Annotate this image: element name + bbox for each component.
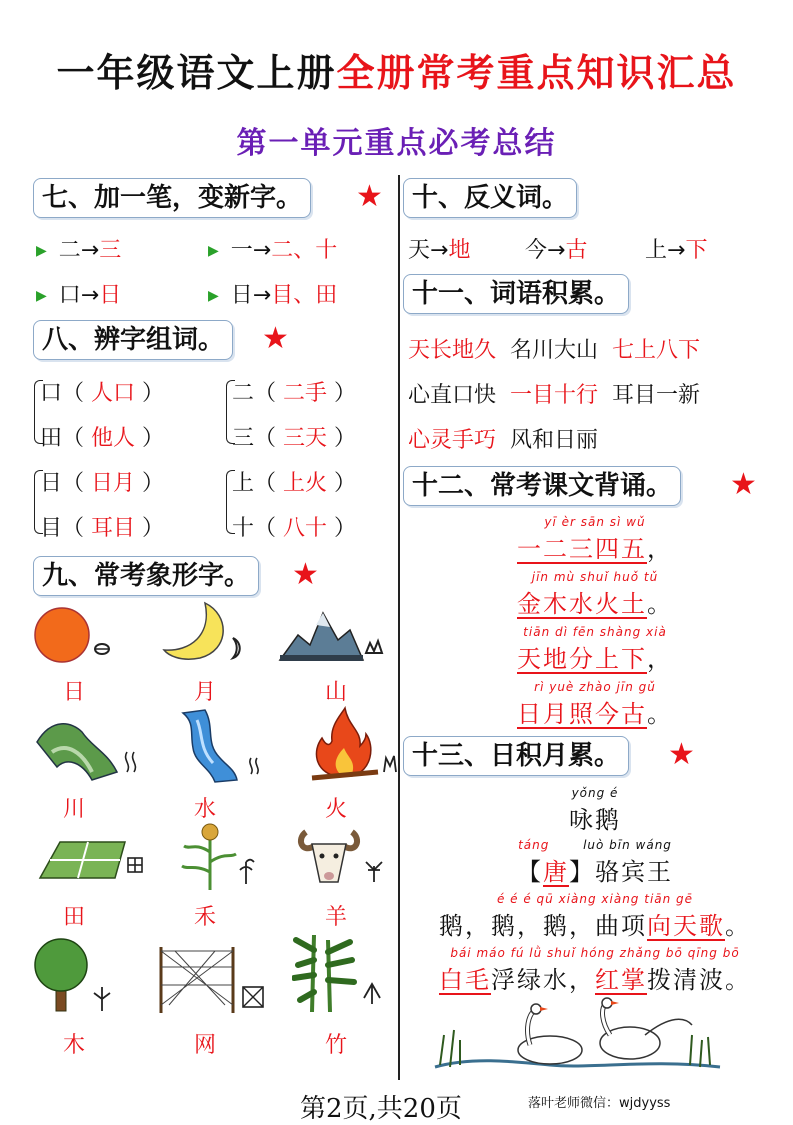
sec8-word: 日（ 日月 ） [40,471,165,496]
title-black: 一年级语文上册 [56,51,337,95]
pictograph-char: 羊 [324,905,347,930]
pictograph-char: 禾 [193,905,216,930]
star-icon: ★ [730,467,757,502]
title-red: 全册常考重点知识汇总 [336,51,737,95]
sec7-item-1: ▶ 二→三 [36,238,122,263]
pictograph-char: 川 [62,797,85,822]
mountain-picture-icon [278,605,388,665]
triangle-bullet-icon: ▶ [208,243,219,259]
net-picture-icon [155,945,270,1015]
pictograph-char: 竹 [324,1033,347,1058]
column-divider [398,175,400,1080]
unit-subtitle: 第一单元重点必考总结 [236,126,557,161]
field-picture-icon [30,830,150,890]
geese-picture-icon [430,995,730,1075]
pictograph-char: 田 [62,905,85,930]
poem-line-1: é é é qū xiàng xiàng tiān gē 鹅，鹅，鹅，曲项向天歌。 [439,892,751,940]
star-icon: ★ [292,557,319,592]
recite-line-3: tiān dì fēn shàng xià 天地分上下， [517,625,673,673]
idiom-row-1: 天长地久 名川大山 七上八下 [408,338,701,363]
sec8-word: 口（ 人口 ） [40,381,165,406]
poem-author: táng luò bīn wáng 【唐】骆宾王 [517,838,673,886]
sec8-word: 目（ 耳目 ） [40,516,165,541]
triangle-bullet-icon: ▶ [36,243,47,259]
teacher-contact: 落叶老师微信：wjdyyss [528,1096,671,1111]
sun-picture-icon [32,605,122,665]
pictograph-char: 木 [62,1033,85,1058]
pictograph-char: 月 [193,680,216,705]
antonym-pair: 天→地 [408,238,471,263]
pictograph-char: 山 [324,680,347,705]
grain-picture-icon [180,822,270,892]
pictograph-char: 网 [193,1033,216,1058]
pictograph-char: 日 [62,680,85,705]
pictograph-char: 水 [193,797,216,822]
poem-line-2: bái máo fú lǜ shuǐ hóng zhǎng bō qīng bō 白毛浮绿水，红掌拨清波。 [439,946,751,994]
page-number: 第2页,共20页 [300,1094,462,1124]
pictograph-char: 火 [324,797,347,822]
sec13-heading: 十三、日积月累。 [403,736,629,776]
sheep-picture-icon [294,824,394,892]
bamboo-picture-icon [292,930,392,1015]
sec7-item-3: ▶ 口→日 [36,283,122,308]
tree-picture-icon [32,935,122,1015]
idiom-row-3: 心灵手巧 风和日丽 [408,428,599,453]
star-icon: ★ [668,737,695,772]
sec12-heading: 十二、常考课文背诵。 [403,466,681,506]
page-title [0,42,793,97]
antonym-pair: 上→下 [645,238,708,263]
poem-title: yǒng é 咏鹅 [569,786,621,834]
recite-line-1: yī èr sān sì wǔ 一二三四五， [517,515,673,563]
sec7-heading: 七、加一笔，变新字。 [33,178,311,218]
idiom-row-2: 心直口快 一目十行 耳目一新 [408,383,701,408]
sec8-word: 三（ 三天 ） [232,426,357,451]
moon-picture-icon [160,600,250,665]
sec7-item-2: ▶ 一→二、十 [208,238,338,263]
recite-line-4: rì yuè zhào jīn gǔ 日月照今古。 [517,680,673,728]
sec8-word: 上（ 上火 ） [232,471,357,496]
sec7-item-4: ▶ 日→目、田 [208,283,338,308]
triangle-bullet-icon: ▶ [36,288,47,304]
sec9-heading: 九、常考象形字。 [33,556,259,596]
sec8-word: 田（ 他人 ） [40,426,165,451]
water-picture-icon [175,708,265,784]
recite-line-2: jīn mù shuǐ huǒ tǔ 金木水火土。 [517,570,673,618]
sec10-heading: 十、反义词。 [403,178,577,218]
fire-picture-icon [300,706,400,784]
sec8-word: 二（ 二手 ） [232,381,357,406]
sec8-word: 十（ 八十 ） [232,516,357,541]
sec11-heading: 十一、词语积累。 [403,274,629,314]
sec8-heading: 八、辨字组词。 [33,320,233,360]
river-picture-icon [32,712,142,782]
triangle-bullet-icon: ▶ [208,288,219,304]
star-icon: ★ [262,321,289,356]
antonym-pair: 今→古 [525,238,588,263]
star-icon: ★ [356,179,383,214]
